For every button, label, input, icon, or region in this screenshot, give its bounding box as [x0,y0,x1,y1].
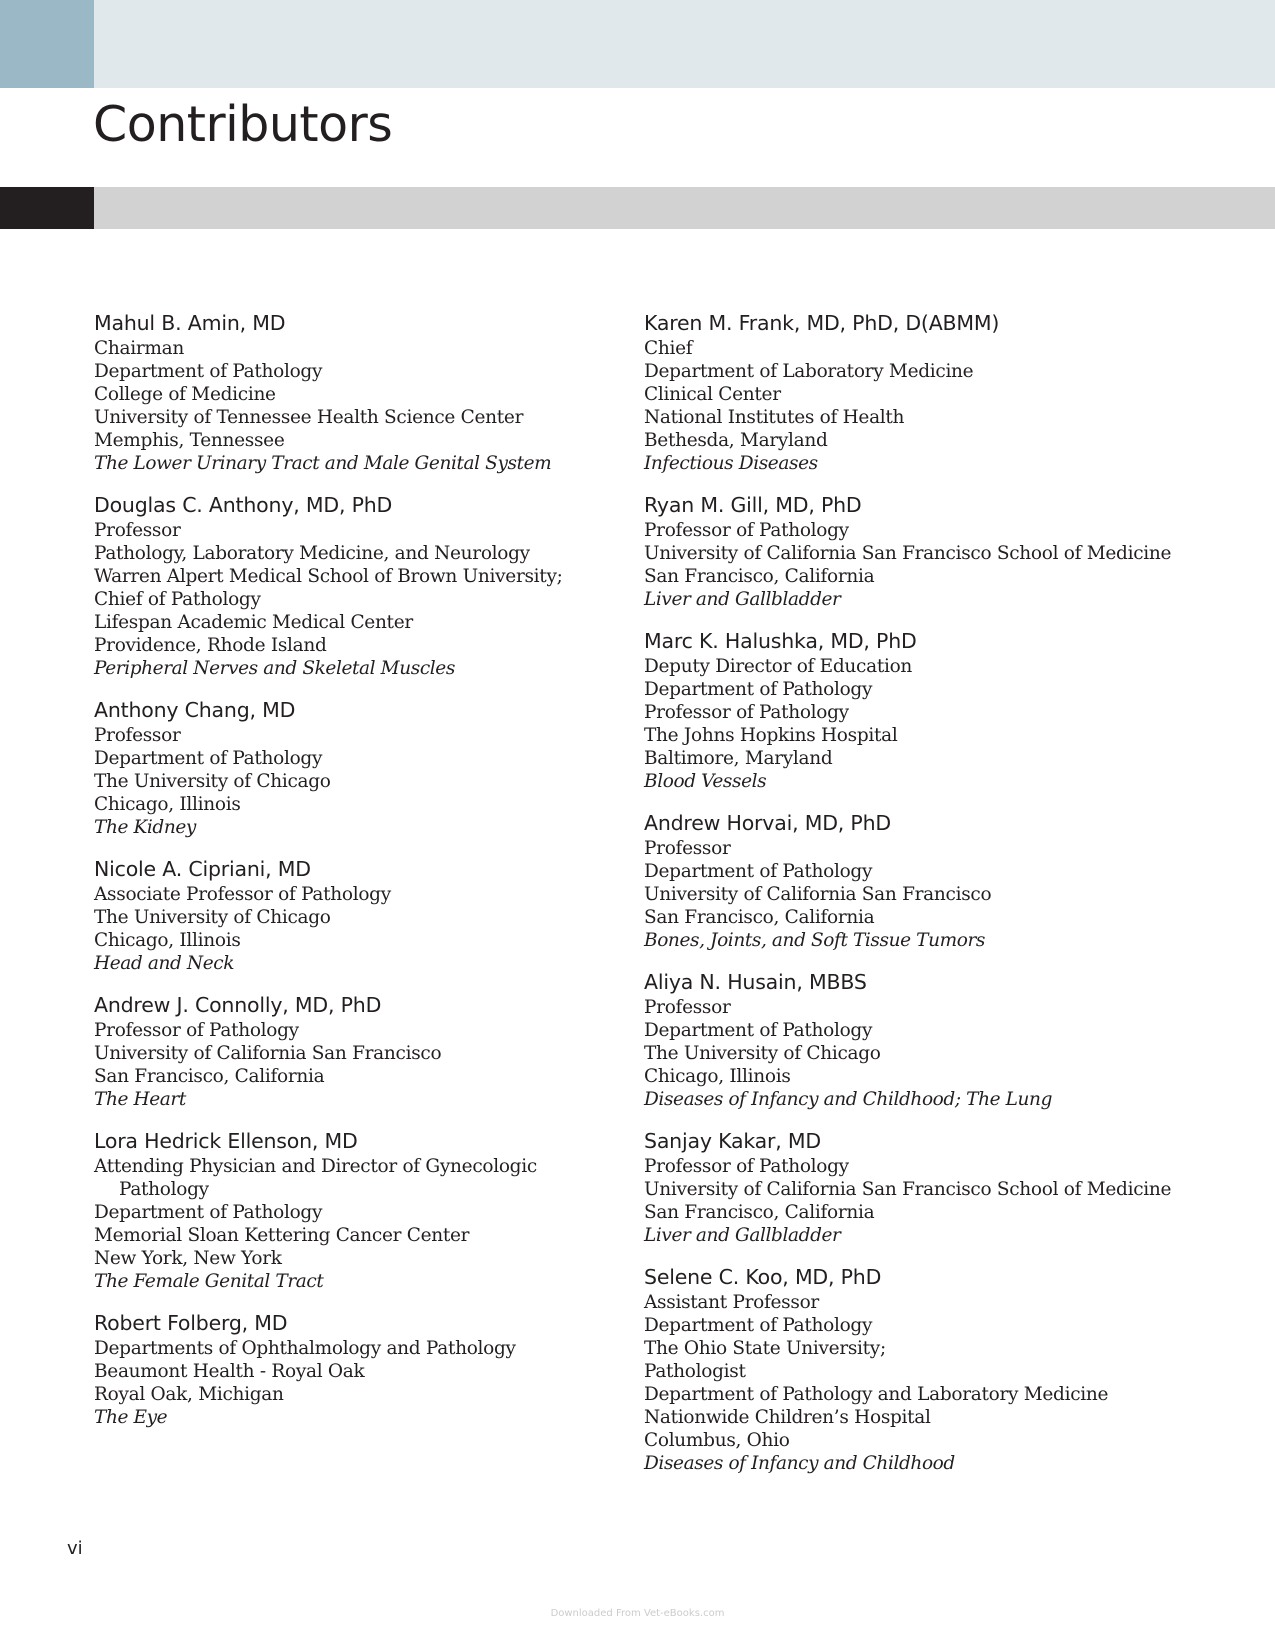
contributor-affiliation-line: Chairman [94,338,184,359]
header-band [0,0,1275,88]
contributor-name: Karen M. Frank, MD, PhD, D(ABMM) [644,311,1000,335]
contributor-name: Ryan M. Gill, MD, PhD [644,493,862,517]
contributor-chapter: The Kidney [94,817,196,838]
contributor-affiliation-line: New York, New York [94,1248,282,1269]
contributor-affiliation-line: The Johns Hopkins Hospital [644,725,898,746]
contributor-entry [644,969,1184,1111]
contributor-affiliation-line: Department of Pathology [644,1315,873,1336]
contributors-column-left [94,310,614,1446]
contributor-affiliation-line: The Ohio State University; [644,1338,886,1359]
contributor-entry [644,1128,1184,1247]
contributor-affiliation-line: Department of Pathology [94,361,323,382]
contributor-entry [94,697,614,839]
contributor-affiliation-line: Memorial Sloan Kettering Cancer Center [94,1225,470,1246]
contributor-affiliation-line: San Francisco, California [644,566,875,587]
contributor-entry [644,492,1184,611]
contributor-chapter: The Lower Urinary Tract and Male Genital System [94,453,552,474]
contributor-affiliation-line: Professor of Pathology [94,1020,299,1041]
contributor-affiliation-line: Nationwide Children’s Hospital [644,1407,931,1428]
page-number: vi [67,1538,83,1559]
contributor-affiliation-line: Department of Pathology and Laboratory Medicine [644,1384,1109,1405]
contributor-entry [94,492,614,680]
contributor-affiliation-line: Attending Physician and Director of Gynecologic Pathology [94,1156,537,1200]
contributor-affiliation-line: Associate Professor of Pathology [94,884,391,905]
watermark: Downloaded From Vet-eBooks.com [550,1608,725,1619]
contributor-affiliation-line: Chicago, Illinois [644,1066,791,1087]
contributor-entry [644,810,1184,952]
contributor-entry [94,1310,614,1429]
contributor-affiliation-line: College of Medicine [94,384,276,405]
contributor-affiliation-line: The University of Chicago [644,1043,881,1064]
contributor-name: Selene C. Koo, MD, PhD [644,1265,882,1289]
contributor-entry [644,310,1184,475]
contributor-affiliation-line: University of California San Francisco School of Medicine [644,1179,1172,1200]
contributor-affiliation-line: Assistant Professor [644,1292,819,1313]
contributor-affiliation-line: San Francisco, California [644,1202,875,1223]
contributor-name: Andrew Horvai, MD, PhD [644,811,891,835]
contributor-affiliation-line: Departments of Ophthalmology and Pathology [94,1338,516,1359]
contributor-chapter: Blood Vessels [644,771,767,792]
contributor-affiliation-line: The University of Chicago [94,771,331,792]
contributor-affiliation-line: Bethesda, Maryland [644,430,828,451]
contributor-chapter: Infectious Diseases [644,453,818,474]
title-rule-corner-block [0,187,94,229]
contributor-affiliation-line: Department of Pathology [94,1202,323,1223]
contributor-affiliation-line: Lifespan Academic Medical Center [94,612,413,633]
contributor-chapter: The Heart [94,1089,186,1110]
page-title: Contributors [93,96,393,153]
contributor-affiliation-line: Professor [94,520,181,541]
contributor-affiliation-line: Chief [644,338,693,359]
contributor-chapter: The Female Genital Tract [94,1271,324,1292]
contributor-affiliation-line: Deputy Director of Education [644,656,913,677]
contributor-entry [644,1264,1184,1475]
contributor-affiliation-line: Professor of Pathology [644,520,849,541]
contributor-chapter: Diseases of Infancy and Childhood [644,1453,955,1474]
contributor-affiliation-line: Professor [94,725,181,746]
contributor-affiliation-line: Professor [644,838,731,859]
header-corner-block [0,0,94,88]
contributor-affiliation-line: Department of Pathology [644,679,873,700]
contributor-affiliation-line: Professor [644,997,731,1018]
title-rule-band [0,187,1275,229]
contributor-chapter: Bones, Joints, and Soft Tissue Tumors [644,930,986,951]
contributor-affiliation-line: Columbus, Ohio [644,1430,790,1451]
contributor-name: Anthony Chang, MD [94,698,296,722]
contributor-affiliation-line: Memphis, Tennessee [94,430,285,451]
contributor-affiliation-line: Professor of Pathology [644,1156,849,1177]
contributor-chapter: The Eye [94,1407,168,1428]
contributor-name: Robert Folberg, MD [94,1311,288,1335]
contributor-chapter: Peripheral Nerves and Skeletal Muscles [94,658,455,679]
contributor-entry [94,992,614,1111]
contributor-affiliation-line: Chief of Pathology [94,589,261,610]
contributor-entry [94,310,614,475]
contributor-affiliation-line: Pathology, Laboratory Medicine, and Neurology [94,543,530,564]
contributor-chapter: Liver and Gallbladder [644,589,841,610]
contributor-affiliation-line: University of Tennessee Health Science Center [94,407,524,428]
contributor-name: Douglas C. Anthony, MD, PhD [94,493,393,517]
contributor-affiliation-line: Department of Laboratory Medicine [644,361,974,382]
contributor-affiliation-line: Department of Pathology [644,861,873,882]
contributor-affiliation-line: Clinical Center [644,384,781,405]
contributor-name: Aliya N. Husain, MBBS [644,970,867,994]
contributor-affiliation-line: Baltimore, Maryland [644,748,833,769]
contributor-name: Nicole A. Cipriani, MD [94,857,311,881]
contributor-affiliation-line: University of California San Francisco School of Medicine [644,543,1172,564]
contributor-name: Lora Hedrick Ellenson, MD [94,1129,358,1153]
contributor-entry [94,1128,614,1293]
contributor-affiliation-line: Providence, Rhode Island [94,635,327,656]
contributor-name: Marc K. Halushka, MD, PhD [644,629,917,653]
contributor-affiliation-line: Royal Oak, Michigan [94,1384,284,1405]
contributor-affiliation-line: Warren Alpert Medical School of Brown University; [94,566,563,587]
contributor-affiliation-line: Department of Pathology [644,1020,873,1041]
contributor-entry [94,856,614,975]
contributor-affiliation-line: University of California San Francisco [644,884,992,905]
contributor-affiliation-line: National Institutes of Health [644,407,905,428]
contributor-affiliation-line: Beaumont Health - Royal Oak [94,1361,365,1382]
contributor-chapter: Head and Neck [94,953,235,974]
contributor-affiliation-line: Chicago, Illinois [94,930,241,951]
contributor-affiliation-line: San Francisco, California [94,1066,325,1087]
contributor-affiliation-line: Professor of Pathology [644,702,849,723]
contributor-chapter: Liver and Gallbladder [644,1225,841,1246]
contributors-column-right [644,310,1184,1492]
contributor-affiliation-line: Department of Pathology [94,748,323,769]
contributor-name: Andrew J. Connolly, MD, PhD [94,993,382,1017]
contributor-chapter: Diseases of Infancy and Childhood; The Lung [644,1089,1053,1110]
contributor-name: Sanjay Kakar, MD [644,1129,821,1153]
contributor-affiliation-line: Chicago, Illinois [94,794,241,815]
contributor-affiliation-line: Pathologist [644,1361,746,1382]
contributor-affiliation-line: The University of Chicago [94,907,331,928]
contributor-affiliation-line: San Francisco, California [644,907,875,928]
contributor-affiliation-line: University of California San Francisco [94,1043,442,1064]
contributor-entry [644,628,1184,793]
contributor-name: Mahul B. Amin, MD [94,311,286,335]
